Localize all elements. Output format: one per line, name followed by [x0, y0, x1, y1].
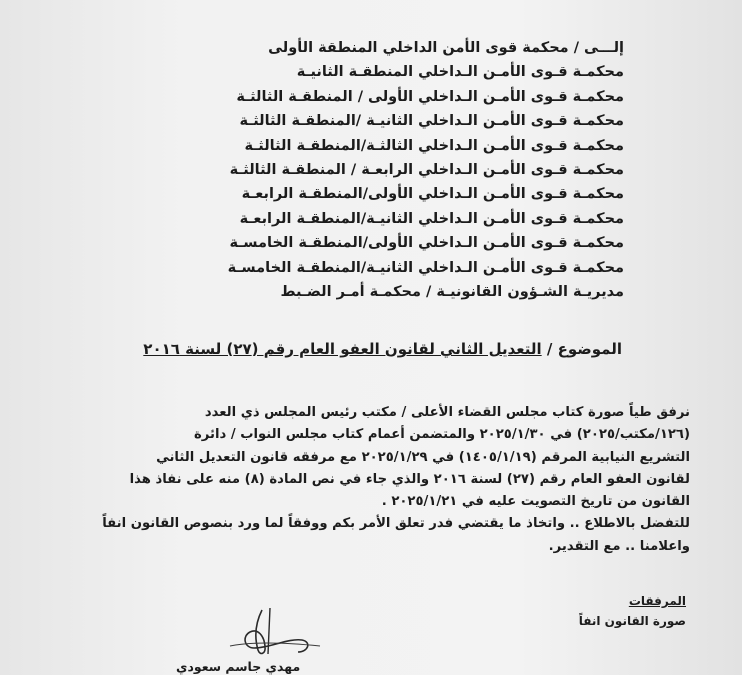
recipient-line: محكمـة قـوى الأمـن الـداخلي الثالثـة/المنطقـة الثالثـة — [244, 137, 624, 154]
subject-line — [143, 340, 622, 358]
body-line: للتفضل بالاطلاع .. واتخاذ ما يقتضي فدر تعلق الأمر بكم ووفقاً لما ورد بنصوص القانون انفاً — [102, 516, 690, 532]
recipient-line: محكمـة قـوى الأمـن الـداخلي الأولى/المنطقـة الرابعـة — [241, 186, 624, 203]
recipient-line: محكمـة قـوى الأمـن الـداخلي الثانيـة /المنطقـة الثالثـة — [239, 113, 624, 130]
recipient-line: إلـــى / محكمة قوى الأمن الداخلي المنطقة الأولى — [268, 40, 624, 56]
recipients-block — [164, 36, 624, 304]
attachments-block — [486, 591, 686, 631]
recipient-line: محكمـة قـوى الأمـن الـداخلي الثانيـة/المنطقـة الرابعـة — [239, 210, 624, 227]
signature-scribble — [170, 602, 340, 662]
recipient-line: محكمـة قـوى الأمـن الـداخلي الثانيـة/المنطقـة الخامسـة — [227, 259, 624, 276]
attachment-item: صورة القانون انفاً — [578, 614, 686, 628]
body-line: نرفق طياً صورة كتاب مجلس القضاء الأعلى / مكتب رئيس المجلس ذي العدد — [204, 405, 690, 420]
body-line: القانون من تاريخ التصويت عليه في ٢٠٢٥/١/٢١ . — [381, 494, 690, 510]
recipient-line: محكمـة قـوى الأمـن الـداخلي الأولى/المنطقـة الخامسـة — [229, 235, 624, 252]
recipient-line: مديريـة الشـؤون القانونيـة / محكمـة أمـر الضـبط — [280, 283, 624, 300]
recipient-line: محكمـة قـوى الأمـن الـداخلي المنطقـة الثانيـة — [296, 64, 624, 81]
recipient-line: محكمـة قـوى الأمـن الـداخلي الأولى / المنطقـة الثالثـة — [236, 88, 624, 105]
subject-text: التعديل الثاني لقانون العفو العام رقم (٢٧) لسنة ٢٠١٦ — [143, 340, 542, 358]
signer-name: مهدي جاسم سعودي — [176, 659, 301, 674]
body-line: لقانون العفو العام رقم (٢٧) لسنة ٢٠١٦ والذي جاء في نص المادة (٨) منه على نفاذ هذا — [129, 471, 690, 487]
body-line: التشريع النيابية المرقم (١٤٠٥/١/١٩) في ٢٠٢٥/١/٢٩ مع مرفقه قانون التعديل الثاني — [156, 449, 690, 465]
attachments-heading: المرفقات — [628, 594, 686, 608]
letter-body — [50, 402, 690, 558]
subject-label: الموضوع / — [546, 340, 622, 358]
recipient-line: محكمـة قـوى الأمـن الـداخلي الرابعـة / المنطقـة الثالثـة — [229, 161, 624, 178]
body-line: (١٢٦/مكتب/٢٠٢٥) في ٢٠٢٥/١/٣٠ والمتضمن أعمام كتاب مجلس النواب / دائرة — [194, 427, 690, 443]
body-line: واعلامنا .. مع التقدير. — [548, 538, 690, 554]
